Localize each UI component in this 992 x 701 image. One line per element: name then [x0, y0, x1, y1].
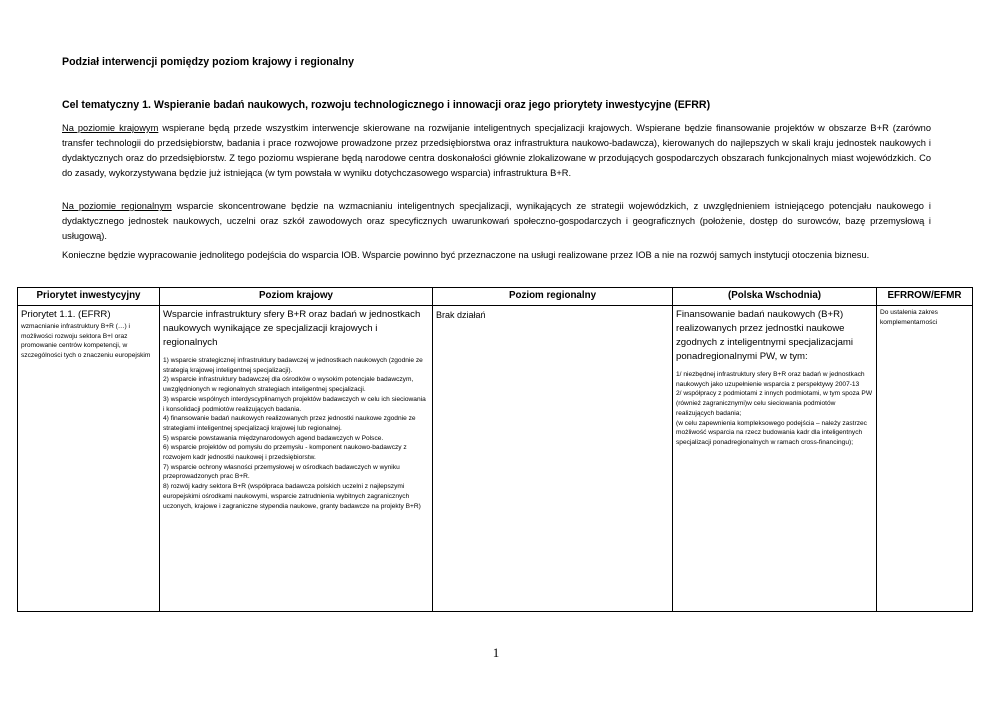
national-level-lead: Na poziomie krajowym — [62, 123, 159, 133]
list-item: 8) rozwój kadry sektora B+R (współpraca badawcza polskich uczelni z najlepszymi europejskimi ośrodkami naukowymi, wsparcie zatrudnienia wybitnych zagranicznych uczonych, krajowe i zagraniczne stypendia naukowe, granty badawcze na projekty B+R) — [163, 483, 421, 510]
priority-cell — [18, 306, 160, 612]
header-priority: Priorytet inwestycyjny — [18, 288, 160, 306]
list-item: 4) finansowanie badań naukowych realizowanych przez jednostki naukowe zgodnie ze strategiami inteligentnej specjalizacji krajowej lub regionalnej. — [163, 415, 416, 432]
regional-level-text: wsparcie skoncentrowane będzie na wzmacnianiu inteligentnych specjalizacji, wynikających ze strategii wojewódzkich, z uwzględnieniem istniejącego potencjału naukowego i dydaktycznego jednostek naukowych, uczelni oraz szkół zawodowych oraz specyficznych uwarunkowań społeczno-gospodarczych i geograficznych (położenie, dostęp do surowców, bazę przemysłową i usługową). — [62, 201, 931, 241]
list-item: 2) wsparcie infrastruktury badawczej dla ośrodków o wysokim potencjale badawczym, uwzględnionych w regionalnych strategiach inteligentnej specjalizacji. — [163, 376, 414, 394]
objective-title: Cel tematyczny 1. Wspieranie badań naukowych, rozwoju technologicznego i innowacji oraz jego priorytety inwestycyjne (EFRR) — [62, 99, 711, 111]
list-item: 3) wsparcie wspólnych interdyscyplinarnych projektów badawczych w celu ich sieciowania i konsolidacji podmiotów realizujących badania. — [163, 395, 426, 413]
list-item: 6) wsparcie projektów od pomysłu do przemysłu - komponent naukowo-badawczy z rozwojem kadr jednostki naukowej i przedsiębiorstw. — [163, 444, 407, 462]
page-number: 1 — [492, 645, 500, 660]
national-title: Wsparcie infrastruktury sfery B+R oraz badań w jednostkach naukowych wynikające ze specjalizacji krajowych i regionalnych — [163, 309, 421, 348]
national-level-paragraph — [62, 121, 931, 181]
header-eastern-poland: (Polska Wschodnia) — [673, 288, 877, 306]
header-regional: Poziom regionalny — [433, 288, 673, 306]
iob-paragraph: Konieczne będzie wypracowanie jednolitego podejścia do wsparcia IOB. Wsparcie powinno być przeznaczone na usługi realizowane przez IOB a nie na rozwój samych instytucji otoczenia biznesu. — [62, 250, 870, 260]
list-item: 2/ współpracy z podmiotami z innych podmiotami, w tym spoza PW (również zagranicznymi)w celu sieciowania podmiotów realizujących badania; — [676, 390, 873, 417]
table-header-row — [18, 288, 973, 306]
eastern-poland-cell — [673, 306, 877, 612]
national-level-text: wspierane będą przede wszystkim interwencje skierowane na rozwijanie inteligentnych specjalizacji krajowych. Wspierane będzie finansowanie projektów w obszarze B+R (zarówno transfer technologii do przedsiębiorstw, badania i prace rozwojowe prowadzone przez przedsiębiorstwa oraz infrastruktura naukowo-badawcza), kierowanych do najlepszych w skali kraju jednostek naukowych i dydaktycznych oraz do przedsiębiorstw. Z tego poziomu wspierane będą narodowe centra doskonałości głównie zlokalizowane w przodujących gospodarczych obszarach funkcjonalnych miast wojewódzkich. Co do zasady, wykorzystywana będzie już istniejąca (w tym powstała w wyniku dotychczasowego wsparcia) infrastruktura B+R. — [62, 123, 932, 178]
priority-description: wzmacnianie infrastruktury B+R (…) i możliwości rozwoju sektora B+I oraz promowanie centrów kompetencji, w szczególności tych o znaczeniu europejskim — [21, 323, 151, 360]
efrrow-value: Do ustalenia zakres komplementarności — [880, 309, 938, 326]
eastern-title: Finansowanie badań naukowych (B+R) realizowanych przez jednostki naukowe zgodnych z inteligentnymi specjalizacjami ponadregionalnymi PW, w tym: — [676, 309, 854, 362]
priority-title: Priorytet 1.1. (EFRR) — [21, 309, 111, 320]
national-cell — [160, 306, 433, 612]
section-title: Podział interwencji pomiędzy poziom krajowy i regionalny — [62, 56, 354, 68]
regional-level-paragraph — [62, 199, 931, 244]
header-national: Poziom krajowy — [160, 288, 433, 306]
list-item: 7) wsparcie ochrony własności przemysłowej w ośrodkach badawczych w wyniku przeprowadzonych prac B+R. — [163, 463, 400, 481]
intervention-table — [17, 287, 973, 612]
list-item: (w celu zapewnienia kompleksowego podejścia – należy zastrzec możliwość wsparcia na rzecz budowania kadr dla inteligentnych specjalizacji ponadregionalnych w ramach cross-financingu); — [676, 419, 867, 446]
efrrow-cell — [877, 306, 973, 612]
list-item: 1/ niezbędnej infrastruktury sfery B+R oraz badań w jednostkach naukowych jako uzupełnienie wsparcia z perspektywy 2007-13 — [676, 371, 865, 388]
list-item: 1) wsparcie strategicznej infrastruktury badawczej w jednostkach naukowych (zgodnie ze strategią krajowej inteligentnej specjalizacji). — [163, 357, 423, 374]
header-efrrow-efmr: EFRROW/EFMR — [877, 288, 973, 306]
table-row — [18, 306, 973, 612]
list-item: 5) wsparcie powstawania międzynarodowych agend badawczych w Polsce. — [163, 434, 384, 442]
regional-level-lead: Na poziomie regionalnym — [62, 201, 172, 211]
regional-value: Brak działań — [436, 310, 486, 320]
regional-cell — [433, 306, 673, 612]
